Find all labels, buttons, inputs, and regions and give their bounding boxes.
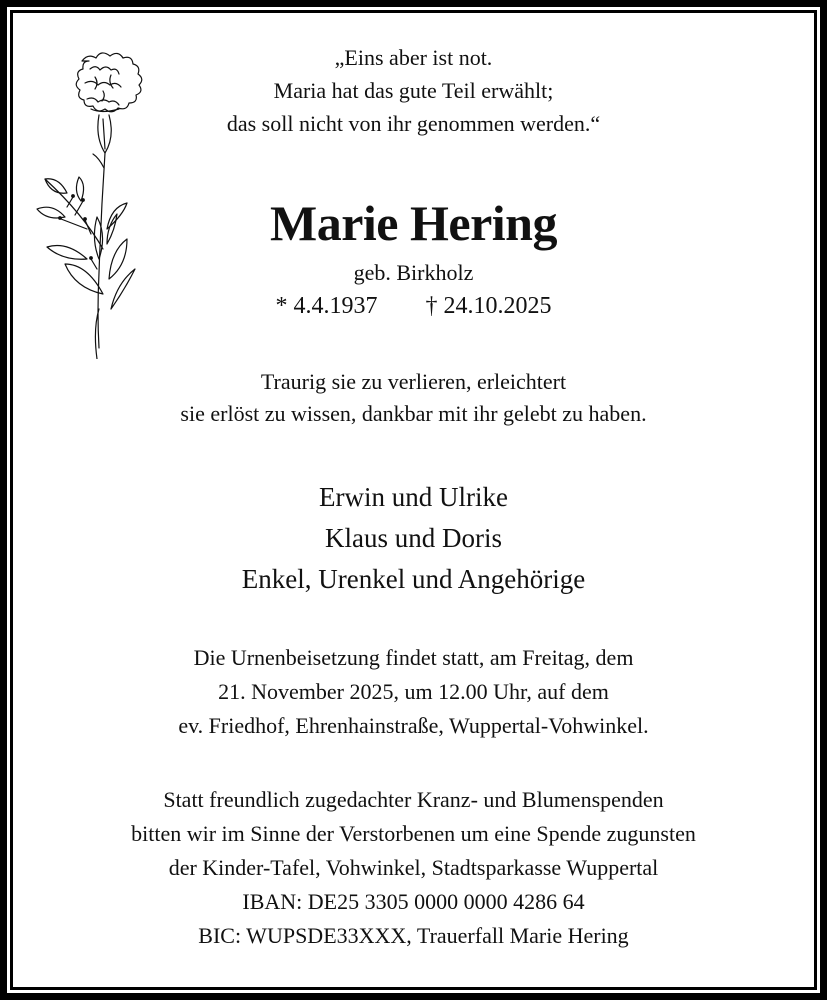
funeral-line: 21. November 2025, um 12.00 Uhr, auf dem bbox=[218, 679, 609, 704]
motto-line: Traurig sie zu verlieren, erleichtert bbox=[260, 369, 567, 394]
funeral-line: Die Urnenbeisetzung findet statt, am Freitag, dem bbox=[193, 645, 634, 670]
motto-line: sie erlöst zu wissen, dankbar mit ihr gelebt zu haben. bbox=[180, 401, 647, 426]
funeral-line: ev. Friedhof, Ehrenhainstraße, Wuppertal-Vohwinkel. bbox=[178, 713, 649, 738]
mourning-motto bbox=[13, 366, 814, 430]
deceased-name: Marie Hering bbox=[270, 195, 557, 251]
death-date: † 24.10.2025 bbox=[425, 293, 552, 319]
obituary-notice bbox=[13, 13, 814, 987]
bic-line: BIC: WUPSDE33XXX, Trauerfall Marie Hering bbox=[198, 923, 629, 948]
bible-quote bbox=[13, 41, 814, 140]
quote-line: „Eins aber ist not. bbox=[334, 45, 493, 70]
quote-line: Maria hat das gute Teil erwählt; bbox=[273, 78, 554, 103]
maiden-name: geb. Birkholz bbox=[353, 260, 474, 285]
mourner-line: Enkel, Urenkel und Angehörige bbox=[241, 564, 586, 594]
mourners-list bbox=[13, 477, 814, 600]
mourner-line: Erwin und Ulrike bbox=[319, 482, 508, 512]
iban-line: IBAN: DE25 3305 0000 0000 4286 64 bbox=[242, 889, 585, 914]
quote-line: das soll nicht von ihr genommen werden.“ bbox=[226, 111, 601, 136]
donation-info bbox=[13, 783, 814, 953]
mourner-line: Klaus und Doris bbox=[325, 523, 502, 553]
donation-line: der Kinder-Tafel, Vohwinkel, Stadtsparkasse Wuppertal bbox=[168, 855, 659, 880]
funeral-info bbox=[13, 641, 814, 743]
birth-date: * 4.4.1937 bbox=[275, 293, 378, 319]
donation-line: Statt freundlich zugedachter Kranz- und Blumenspenden bbox=[163, 787, 664, 812]
donation-line: bitten wir im Sinne der Verstorbenen um eine Spende zugunsten bbox=[131, 821, 696, 846]
life-dates bbox=[13, 289, 814, 323]
